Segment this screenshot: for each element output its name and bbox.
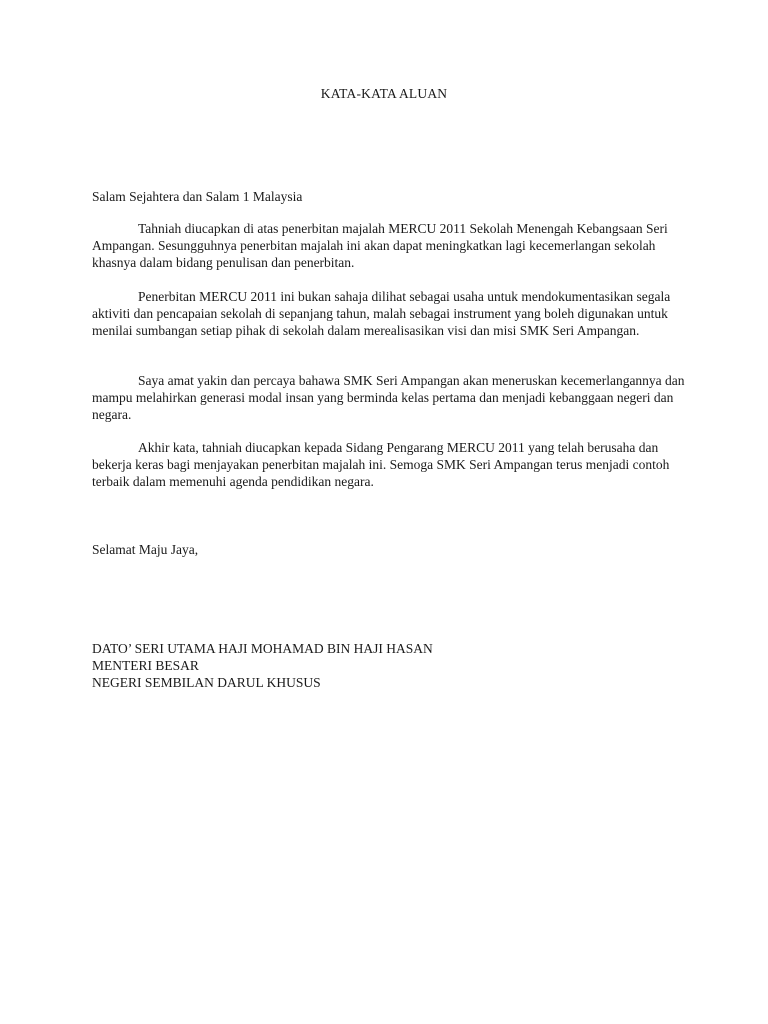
paragraph-4-text: Akhir kata, tahniah diucapkan kepada Sidang Pengarang MERCU 2011 yang telah berusaha dan bekerja keras bagi menjayakan penerbitan majalah ini. Semoga SMK Seri Ampangan terus menjadi contoh terbaik dalam memenuhi agenda pendidikan negara. (92, 440, 670, 489)
paragraph-3-text: Saya amat yakin dan percaya bahawa SMK Seri Ampangan akan meneruskan kecemerlangannya dan mampu melahirkan generasi modal insan yang berminda kelas pertama dan menjadi kebanggaan negeri dan negara. (92, 373, 685, 422)
greeting-line: Salam Sejahtera dan Salam 1 Malaysia (92, 189, 303, 204)
closing-line: Selamat Maju Jaya, (92, 542, 199, 557)
signatory-position: MENTERI BESAR (92, 658, 199, 673)
paragraph-4 (92, 439, 692, 490)
signatory-state: NEGERI SEMBILAN DARUL KHUSUS (92, 675, 321, 690)
paragraph-1 (92, 220, 692, 271)
paragraph-2 (92, 288, 692, 339)
document-title: KATA-KATA ALUAN (320, 86, 448, 101)
paragraph-1-text: Tahniah diucapkan di atas penerbitan majalah MERCU 2011 Sekolah Menengah Kebangsaan Seri Ampangan. Sesungguhnya penerbitan majalah ini akan dapat meningkatkan lagi kecemerlangan sekolah khasnya dalam bidang penulisan dan penerbitan. (92, 221, 668, 270)
signature-block (92, 640, 692, 691)
signatory-name: DATO’ SERI UTAMA HAJI MOHAMAD BIN HAJI HASAN (92, 641, 433, 656)
paragraph-2-text: Penerbitan MERCU 2011 ini bukan sahaja dilihat sebagai usaha untuk mendokumentasikan segala aktiviti dan pencapaian sekolah di sepanjang tahun, malah sebagai instrument yang boleh digunakan untuk menilai sumbangan setiap pihak di sekolah dalam merealisasikan visi dan misi SMK Seri Ampangan. (92, 289, 671, 338)
paragraph-3 (92, 372, 692, 423)
